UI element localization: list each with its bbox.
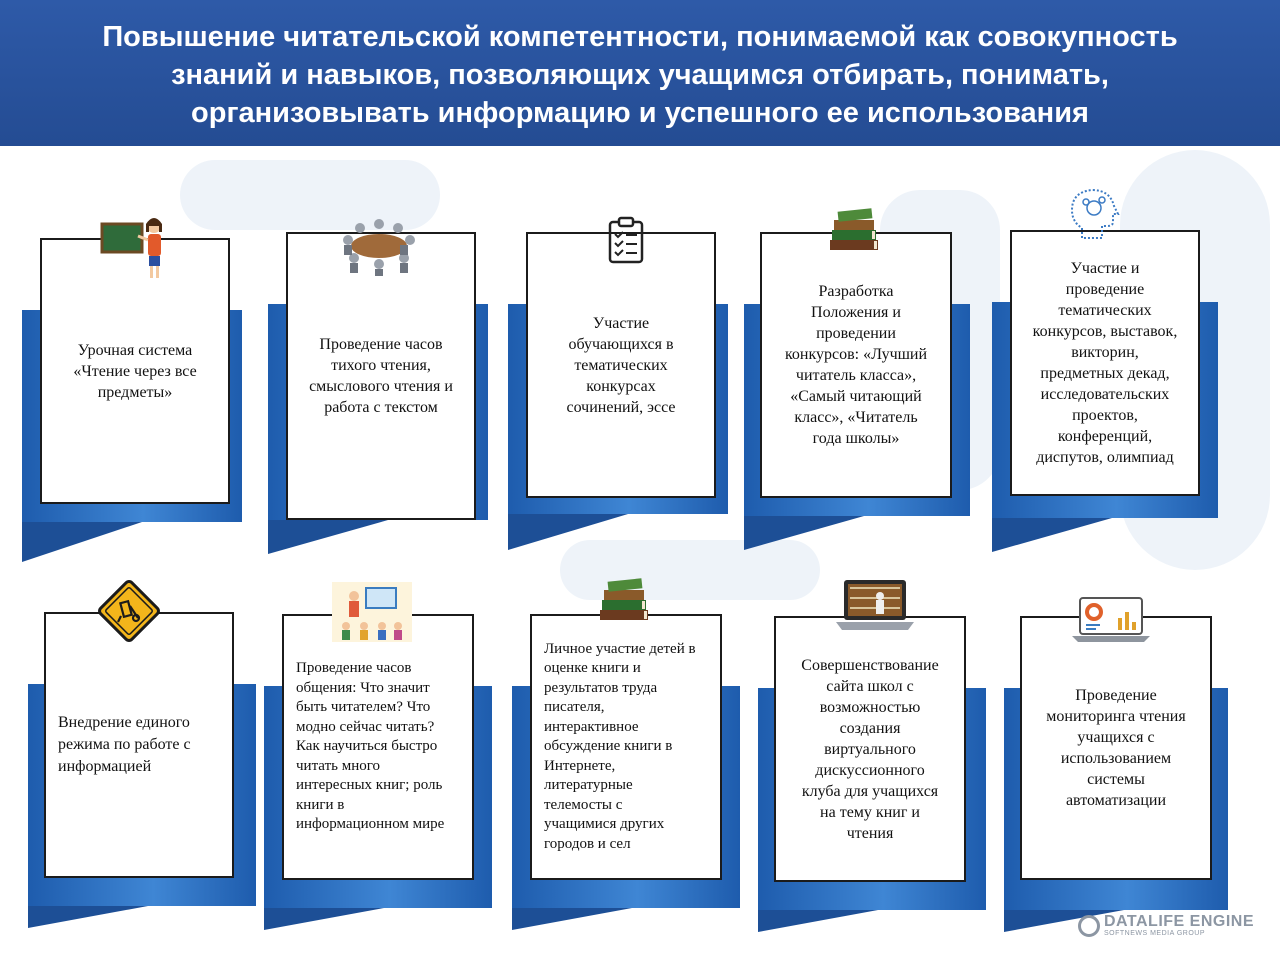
laptop-library-icon (836, 578, 914, 634)
info-card-9 (758, 616, 986, 932)
info-card-8 (512, 614, 740, 930)
info-card-3 (508, 232, 728, 552)
info-card-7 (264, 614, 492, 930)
laptop-chart-icon (1072, 596, 1150, 644)
card-fold (28, 906, 148, 928)
watermark-text (1104, 914, 1254, 938)
card-fold (268, 520, 388, 554)
info-card-6 (28, 612, 256, 928)
card-text: Участие и проведение тематических конкурсов, выставок, викторин, предметных декад, исследовательских проектов, конференций, диспутов, олимпиад (1032, 260, 1178, 466)
watermark-main: DATALIFE ENGINE (1103, 913, 1254, 930)
card-paper (1020, 616, 1212, 880)
teacher-at-blackboard-icon (100, 214, 170, 280)
card-text: Проведение мониторинга чтения учащихся с использованием системы автоматизации (1046, 687, 1186, 809)
watermark-sub: SOFTNEWS MEDIA GROUP (1103, 930, 1205, 937)
card-paper (44, 612, 234, 878)
info-card-5 (992, 230, 1218, 550)
clipboard-checklist-icon (606, 216, 646, 264)
card-paper (774, 616, 966, 882)
card-text: Разработка Положения и проведении конкурсов: «Лучший читатель класса», «Самый читающий класс», «Читатель года школы» (784, 283, 928, 447)
card-paper (1010, 230, 1200, 496)
book-stack-icon (596, 576, 652, 626)
card-text: Урочная система «Чтение через все предметы» (73, 341, 197, 401)
card-fold (512, 908, 632, 930)
card-fold (264, 908, 384, 930)
classroom-presentation-icon (332, 582, 412, 642)
card-fold (22, 522, 142, 562)
card-fold (992, 518, 1112, 552)
header-banner (0, 0, 1280, 146)
card-text: Внедрение единого режима по работе с информацией (58, 714, 191, 775)
info-card-1 (22, 238, 242, 558)
card-text: Совершенствование сайта школ с возможностью создания виртуального дискуссионного клуба для учащихся на тему книг и чтения (801, 656, 939, 842)
watermark (1078, 914, 1254, 938)
card-fold (758, 910, 878, 932)
card-text: Участие обучающихся в тематических конкурсах сочинений, эссе (566, 314, 676, 416)
info-card-4 (744, 232, 970, 552)
card-fold (508, 514, 628, 550)
card-paper (282, 614, 474, 880)
datalife-logo-icon (1078, 915, 1100, 937)
info-card-2 (268, 232, 488, 552)
card-text: Проведение часов тихого чтения, смыслового чтения и работа с текстом (309, 336, 453, 416)
book-stack-icon (826, 206, 882, 256)
thinking-head-icon (1064, 186, 1124, 246)
card-paper (526, 232, 716, 498)
card-paper (760, 232, 952, 498)
card-text: Личное участие детей в оценке книги и результатов труда писателя, интерактивное обсуждение книги в Интернете, литературные телемосты с учащимися других городов и сел (544, 640, 696, 852)
info-card-10 (1004, 616, 1228, 932)
card-text: Проведение часов общения: Что значит быть читателем? Что модно сейчас читать? Как научиться быстро читать много интересных книг; роль книги в информационном мире (296, 660, 445, 833)
warning-sign-icon (94, 576, 164, 646)
card-paper (530, 614, 722, 880)
round-table-meeting-icon (334, 212, 424, 276)
page-title: Повышение читательской компетентности, понимаемой как совокупность знаний и навыков, позволяющих учащимся отбирать, понимать, организовывать информацию и успешного ее использования (102, 21, 1178, 129)
card-fold (744, 516, 864, 550)
